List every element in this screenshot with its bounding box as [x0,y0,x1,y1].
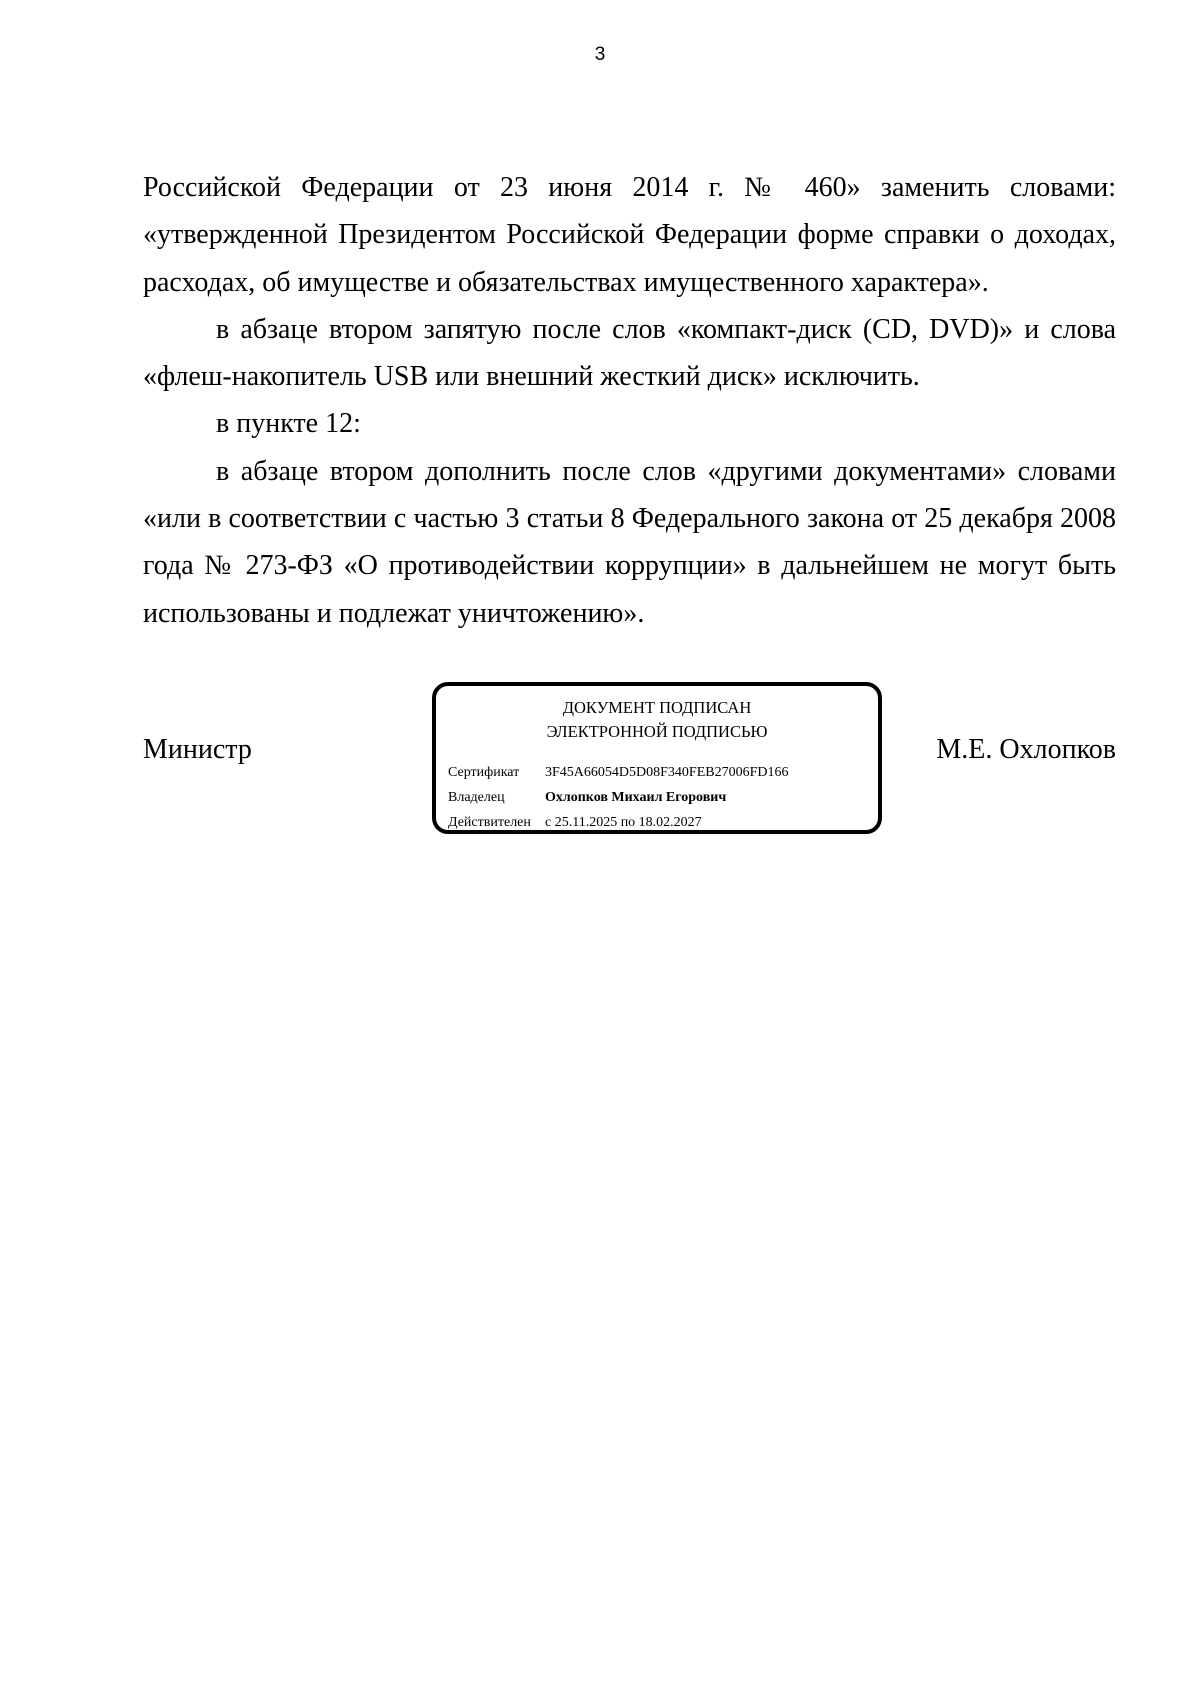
paragraph-replacement-clause: Российской Федерации от 23 июня 2014 г. № 460» заменить словами: «утвержденной Президентом Российской Федерации форме справки о доходах, расходах, об имуществе и обязательствах имущественного характера». [143,172,1116,298]
signatory-name: М.Е. Охлопков [936,734,1116,765]
paragraph-point-12: в пункте 12: [216,408,361,440]
stamp-validity-value: с 25.11.2025 по 18.02.2027 [545,815,702,830]
signature-block [143,682,1116,842]
stamp-owner-row [448,785,788,810]
paragraph-anticorruption-addition: в абзаце втором дополнить после слов «другими документами» словами «или в соответствии с частью 3 статьи 8 Федерального закона от 25 декабря 2008 года № 273-ФЗ «О противодействии коррупции» в дальнейшем не могут быть использованы и подлежат уничтожению». [143,455,1116,629]
stamp-certificate-row [448,760,788,785]
stamp-certificate-value: 3F45A66054D5D08F340FEB27006FD166 [545,765,789,780]
signatory-position: Министр [143,734,252,765]
stamp-title [436,696,878,744]
page-number: 3 [594,44,606,65]
stamp-details [448,760,788,835]
stamp-validity-label: Действителен [448,815,531,830]
stamp-title-line1: ДОКУМЕНТ ПОДПИСАН [562,698,752,717]
paragraph-second-abzac-exclusion: в абзаце втором запятую после слов «компакт-диск (CD, DVD)» и слова «флеш-накопитель USB или внешний жесткий диск» исключить. [143,313,1116,393]
stamp-owner-value: Охлопков Михаил Егорович [545,790,727,805]
stamp-owner-label: Владелец [448,790,505,805]
stamp-validity-row [448,810,788,835]
document-body [143,164,1116,637]
stamp-title-line2: ЭЛЕКТРОННОЙ ПОДПИСЬЮ [546,722,768,741]
stamp-certificate-label: Сертификат [448,765,520,780]
electronic-signature-stamp [432,682,882,834]
